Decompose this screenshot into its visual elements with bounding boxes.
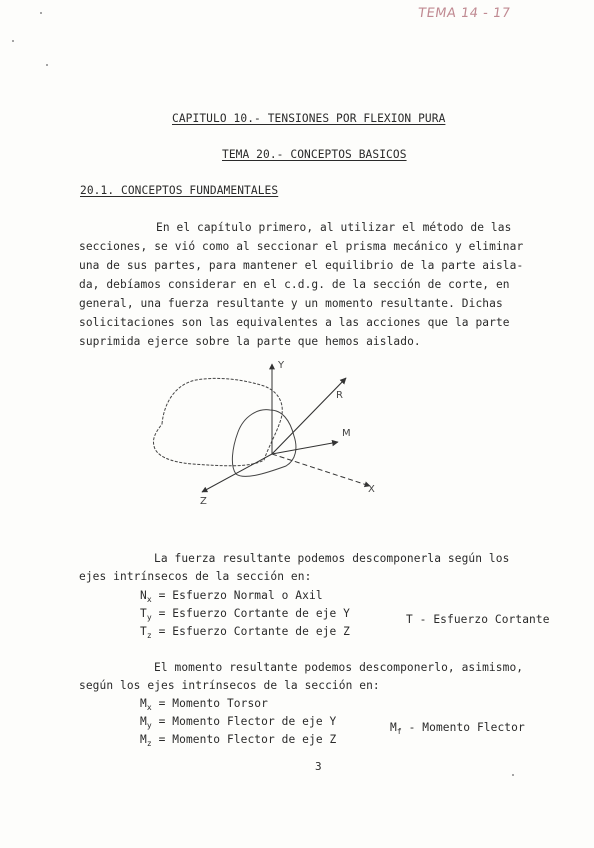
text-line: según los ejes intrínsecos de la sección en: — [79, 679, 380, 692]
text-line: El momento resultante podemos descomponerlo, asimismo, — [154, 661, 524, 674]
z-axis — [202, 454, 272, 492]
moment-component-my: $M_y$ = Momento Flector de eje Y — [140, 715, 337, 731]
resultant-force-label: R — [336, 390, 343, 401]
scan-speck — [40, 12, 42, 14]
y-axis-label: Y — [278, 360, 285, 371]
force-component-tz: $T_z$ = Esfuerzo Cortante de eje Z — [140, 625, 350, 641]
chapter-title: CAPITULO 10.- TENSIONES POR FLEXION PURA — [172, 112, 446, 125]
text-line: ejes intrínsecos de la sección en: — [79, 570, 312, 583]
text-line: secciones, se vió como al seccionar el prisma mecánico y eliminar — [79, 240, 524, 253]
text-line: La fuerza resultante podemos descomponerla según los — [154, 552, 510, 565]
handwritten-note: TEMA 14 - 17 — [416, 6, 512, 21]
force-component-ty: $T_y$ = Esfuerzo Cortante de eje Y — [140, 607, 350, 623]
z-axis-label: Z — [200, 496, 207, 507]
text-line: general, una fuerza resultante y un momento resultante. Dichas — [79, 297, 503, 310]
bending-total: $M_f$ - Momento Flector — [390, 721, 525, 737]
prism-outline — [153, 378, 282, 465]
scan-speck — [12, 40, 14, 42]
topic-title: TEMA 20.- CONCEPTOS BASICOS — [222, 148, 407, 161]
text-line: solicitaciones son las equivalentes a las acciones que la parte — [79, 316, 510, 329]
shear-total: T - Esfuerzo Cortante — [406, 613, 550, 626]
section-forces-figure — [130, 356, 390, 516]
text-line: suprimida ejerce sobre la parte que hemos aislado. — [79, 335, 421, 348]
resultant-moment-label: M — [342, 428, 351, 439]
section-heading: 20.1. CONCEPTOS FUNDAMENTALES — [80, 184, 279, 197]
scan-speck — [512, 774, 514, 776]
text-line: una de sus partes, para mantener el equilibrio de la parte aisla- — [79, 259, 524, 272]
text-line: En el capítulo primero, al utilizar el método de las — [156, 221, 512, 234]
moment-component-mz: $M_z$ = Momento Flector de eje Z — [140, 733, 337, 749]
x-axis — [272, 454, 370, 486]
moment-component-mx: $M_x$ = Momento Torsor — [140, 697, 268, 713]
text-line: da, debíamos considerar en el c.d.g. de la sección de corte, en — [79, 278, 510, 291]
force-component-nx: $N_x$ = Esfuerzo Normal o Axil — [140, 589, 323, 605]
page-number: 3 — [315, 760, 322, 773]
cross-section — [232, 410, 296, 477]
x-axis-label: X — [368, 484, 375, 495]
scan-speck — [46, 64, 48, 66]
